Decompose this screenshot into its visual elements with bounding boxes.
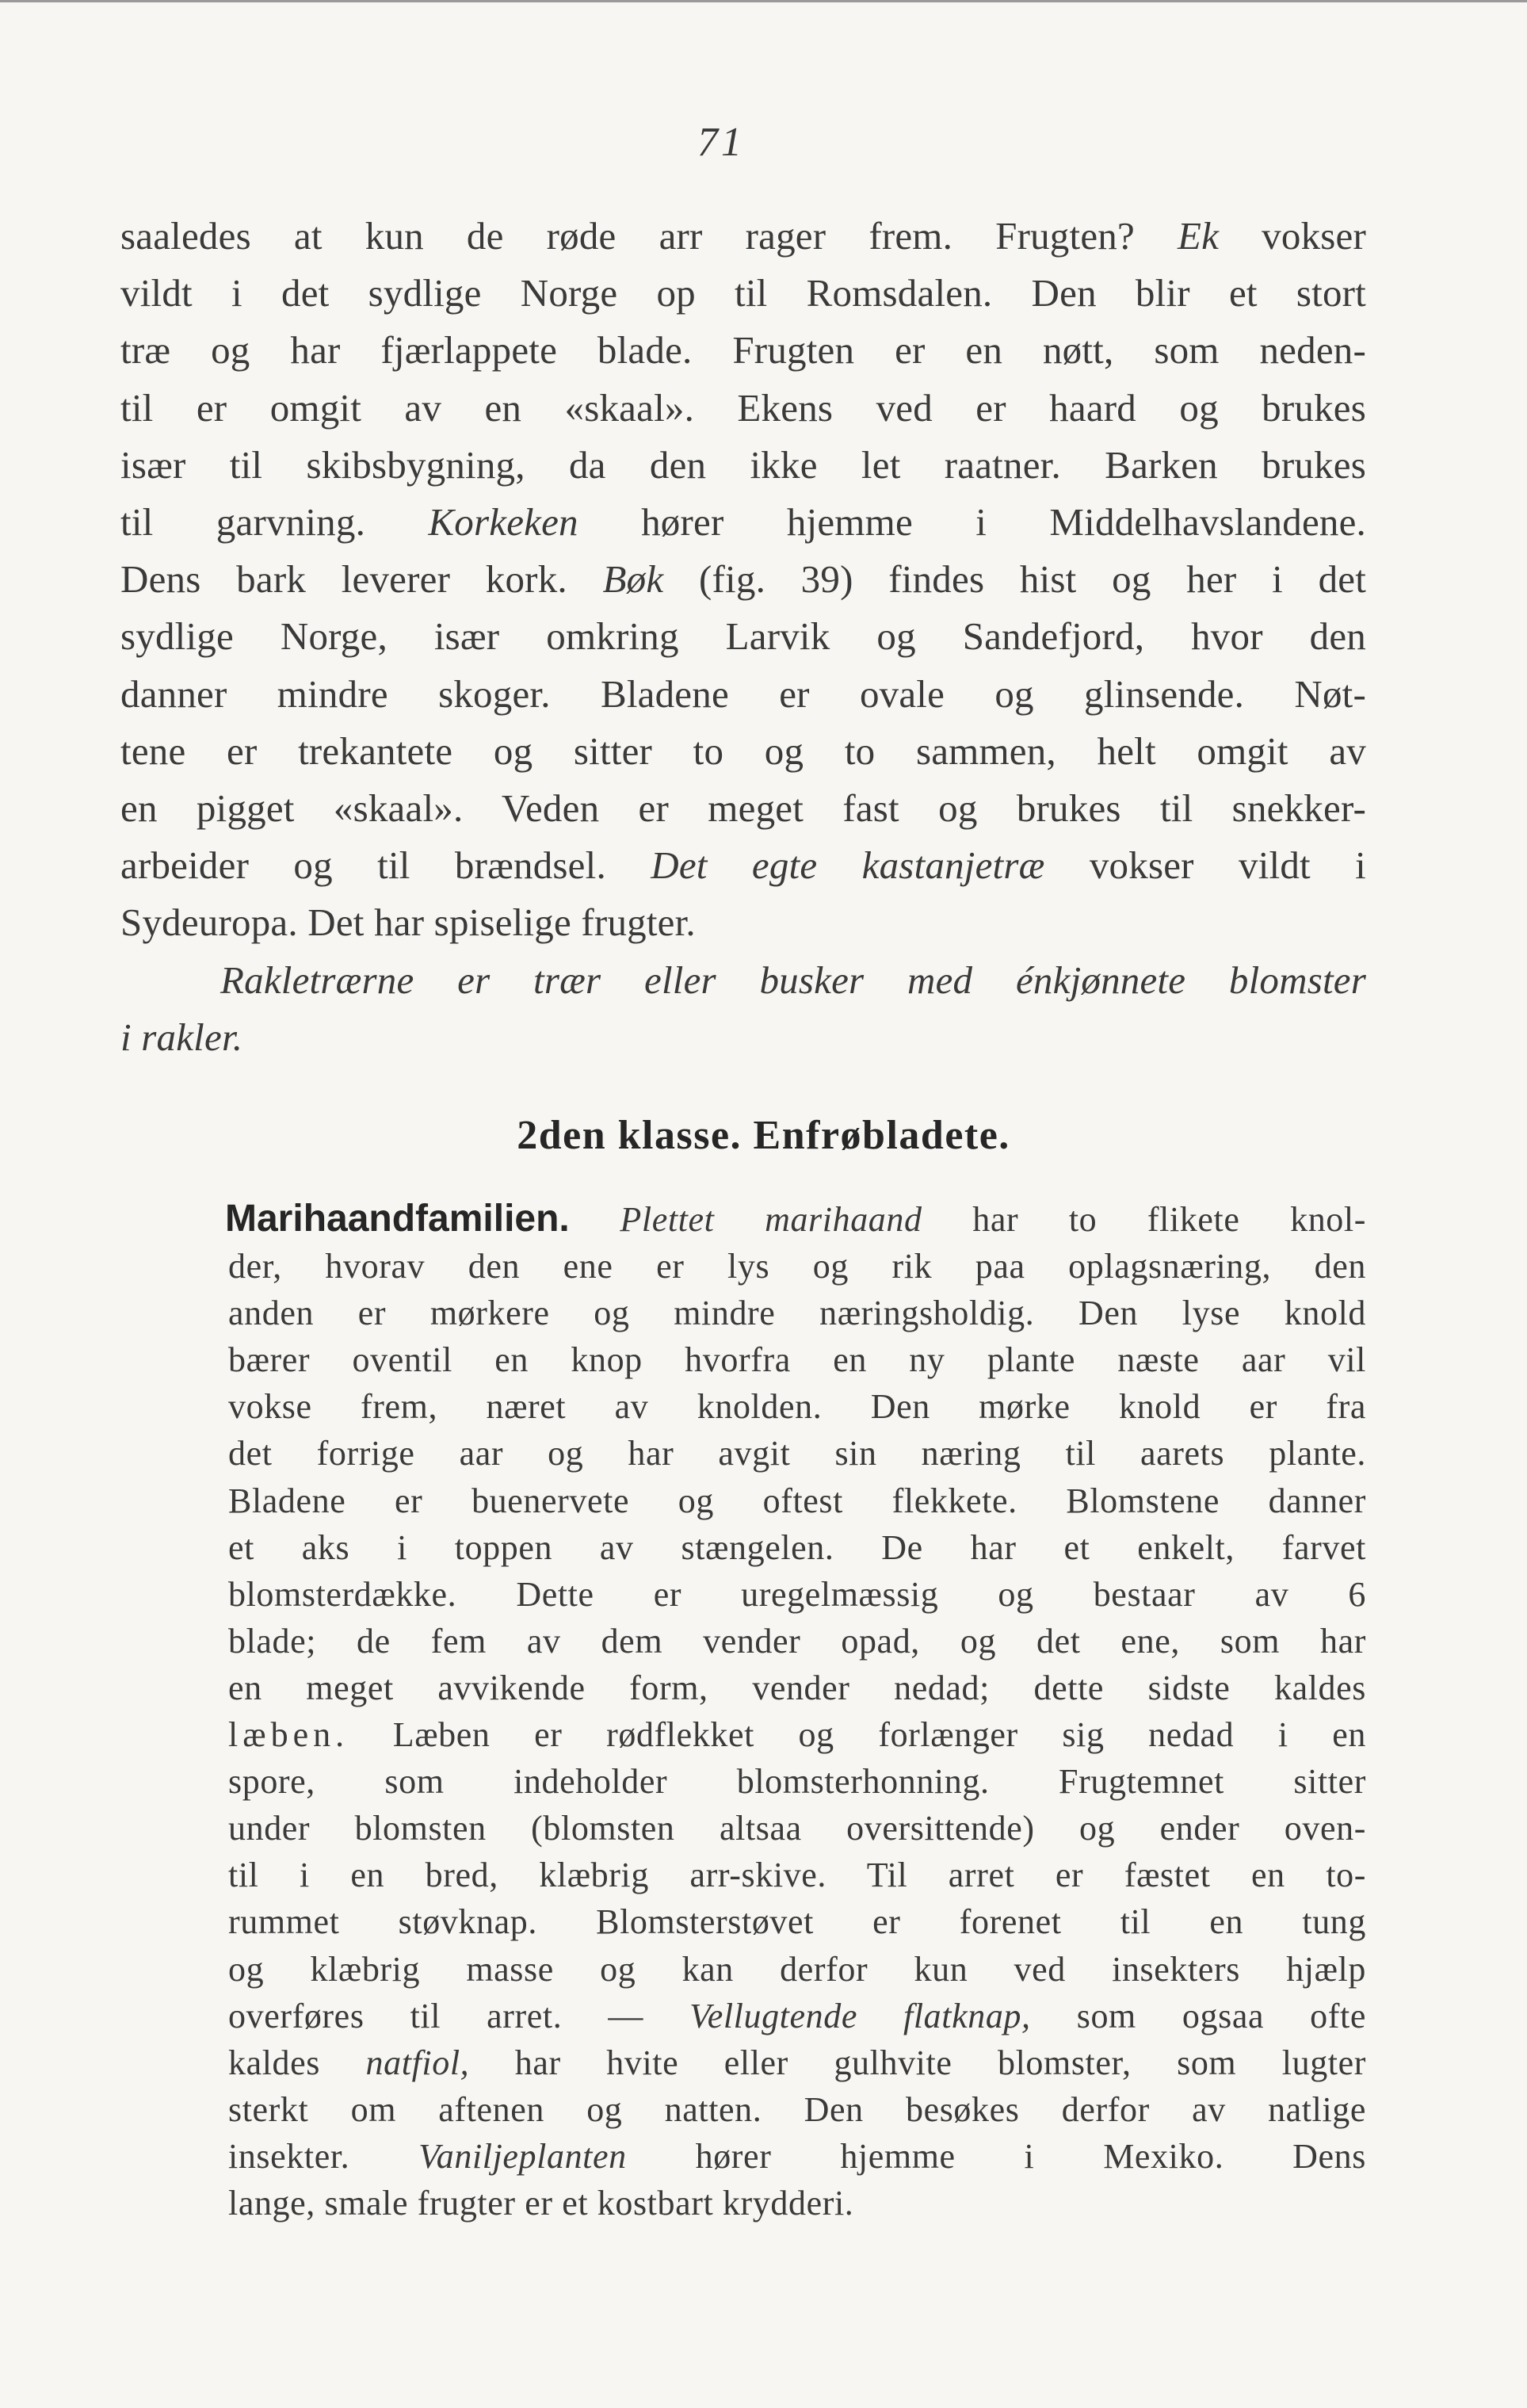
term-italic: natfiol, — [365, 2043, 470, 2082]
text-line: træ og har fjærlappete blade. Frugten er en nøtt, som neden- — [120, 328, 1366, 373]
text-line: især til skibsbygning, da den ikke let raatner. Barken brukes — [120, 442, 1366, 487]
text-line: anden er mørkere og mindre næringsholdig. Den lyse knold — [228, 1294, 1366, 1333]
text-line: insekter. Vaniljeplanten hører hjemme i Mexiko. Dens — [228, 2136, 1366, 2176]
text-line: et aks i toppen av stængelen. De har et enkelt, farvet — [228, 1527, 1366, 1567]
text-line: spore, som indeholder blomsterhonning. Frugtemnet sitter — [228, 1762, 1366, 1802]
text-line: og klæbrig masse og kan derfor kun ved insekters hjælp — [228, 1949, 1366, 1989]
text-line: til garvning. Korkeken hører hjemme i Middelhavslandene. — [120, 500, 1366, 545]
text-line: Dens bark leverer kork. Bøk (fig. 39) findes hist og her i det — [120, 557, 1367, 602]
paragraph-orchid-family — [225, 1195, 1367, 2226]
term-italic: Det egte kastanjetræ — [651, 843, 1045, 888]
text-line: en meget avvikende form, vender nedad; dette sidste kaldes — [228, 1668, 1366, 1707]
text-line: Sydeuropa. Det har spiselige frugter. — [120, 900, 696, 945]
term-italic: Korkeken — [428, 500, 578, 545]
text-line: vildt i det sydlige Norge op til Romsdalen. Den blir et stort — [120, 271, 1366, 315]
text-line: rummet støvknap. Blomsterstøvet er forenet til en tung — [228, 1902, 1366, 1942]
term-spaced: læben. — [228, 1715, 349, 1755]
text-line: saaledes at kun de røde arr rager frem. Frugten? Ek vokser — [120, 214, 1367, 258]
text-line: det forrige aar og har avgit sin næring til aarets plante. — [228, 1434, 1366, 1473]
text-line: vokse frem, næret av knolden. Den mørke knold er fra — [228, 1387, 1366, 1427]
text-line: sydlige Norge, især omkring Larvik og Sandefjord, hvor den — [120, 614, 1366, 659]
top-edge-line — [0, 0, 1527, 2]
text-line: til i en bred, klæbrig arr-skive. Til arret er fæstet en to- — [228, 1856, 1366, 1895]
summary-line: i rakler. — [120, 1015, 243, 1059]
text-line: læben. Læben er rødflekket og forlænger sig nedad i en — [228, 1715, 1366, 1755]
text-line: til er omgit av en «skaal». Ekens ved er haard og brukes — [120, 385, 1366, 430]
term-italic: Vellugtende flatknap, — [689, 1996, 1031, 2035]
text-line: blomsterdække. Dette er uregelmæssig og bestaar av 6 — [228, 1574, 1366, 1614]
text-line: der, hvorav den ene er lys og rik paa oplagsnæring, den — [228, 1247, 1366, 1286]
text-line: danner mindre skoger. Bladene er ovale og glinsende. Nøt- — [120, 671, 1366, 716]
text-line: kaldes natfiol, har hvite eller gulhvite blomster, som lugter — [228, 2043, 1367, 2082]
summary-line: Rakletrærne er trær eller busker med énkjønnete blomster — [220, 957, 1366, 1002]
paragraph-oak-beech — [120, 208, 1366, 1066]
family-title: Marihaandfamilien. — [225, 1198, 570, 1240]
text-line: Bladene er buenervete og oftest flekkete. Blomstene danner — [228, 1481, 1366, 1520]
term-italic: Plettet marihaand — [620, 1200, 922, 1239]
term-italic: Ek — [1178, 214, 1220, 258]
page-number: 71 — [697, 120, 745, 165]
text-line: lange, smale frugter er et kostbart krydderi. — [228, 2183, 854, 2223]
text-line: under blomsten (blomsten altsaa oversittende) og ender oven- — [228, 1809, 1366, 1848]
term-italic: Vaniljeplanten — [418, 2136, 627, 2176]
text-line: tene er trekantete og sitter to og to sammen, helt omgit av — [120, 728, 1366, 773]
text-line: arbeider og til brændsel. Det egte kastanjetræ vokser vildt i — [120, 843, 1366, 888]
term-italic: Bøk — [602, 557, 664, 602]
section-heading: 2den klasse. Enfrøbladete. — [517, 1113, 1010, 1158]
text-line: overføres til arret. — Vellugtende flatknap, som ogsaa ofte — [228, 1996, 1366, 2035]
text-line: en pigget «skaal». Veden er meget fast og brukes til snekker- — [120, 786, 1366, 831]
text-line: blade; de fem av dem vender opad, og det ene, som har — [228, 1621, 1366, 1661]
text-line: Marihaandfamilien. Plettet marihaand har to flikete knol- — [225, 1198, 1366, 1240]
text-line: sterkt om aftenen og natten. Den besøkes derfor av natlige — [228, 2089, 1366, 2129]
text-line: bærer oventil en knop hvorfra en ny plante næste aar vil — [228, 1340, 1366, 1380]
